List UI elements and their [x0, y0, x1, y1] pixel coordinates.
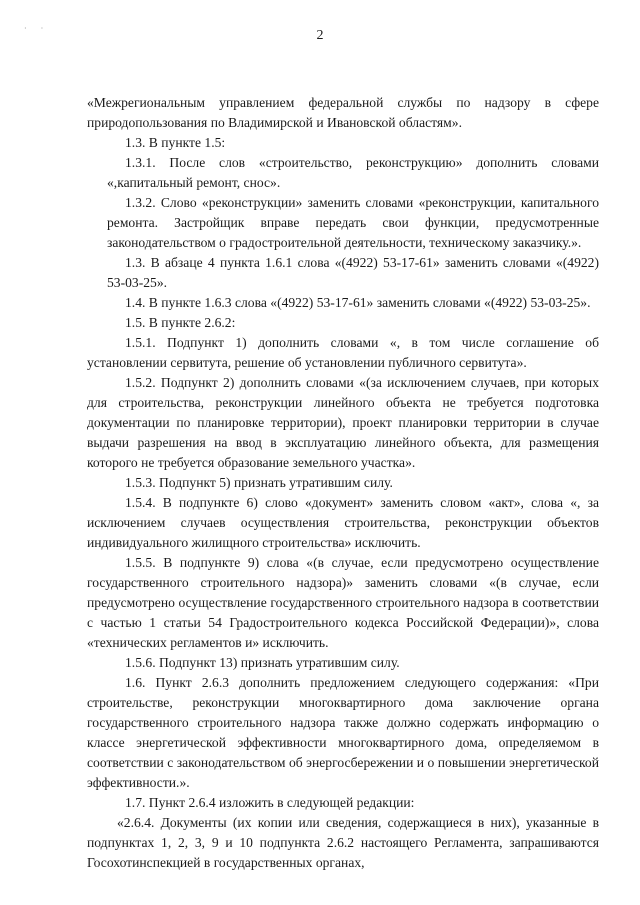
paragraph-1-3-1: 1.3.1. После слов «строительство, реконструкцию» дополнить словами «,капитальный ремонт, снос».: [107, 155, 599, 190]
paragraph-1-5-5: 1.5.5. В подпункте 9) слова «(в случае, если предусмотрено осуществление государственного строительного надзора)» заменить словами «(в случае, если предусмотрено осуществление государственного строительного надзора в соответствии с частью 1 статьи 54 Градостроительного кодекса Российской Федерации)», слова «технических регламентов и» исключить.: [87, 555, 599, 650]
paragraph-1-5-1: 1.5.1. Подпункт 1) дополнить словами «, в том числе соглашение об установлении сервитута, решение об установлении публичного сервитута».: [87, 335, 599, 370]
paragraph-1-3: 1.3. В пункте 1.5:: [125, 135, 226, 150]
paragraph-1-5-3: 1.5.3. Подпункт 5) признать утратившим силу.: [125, 475, 393, 490]
paragraph-1-3-2: 1.3.2. Слово «реконструкции» заменить словами «реконструкции, капитального ремонта. Застройщик вправе передать свои функции, предусмотренные законодательством о градостроительной деятельности, техническому заказчику.».: [107, 195, 599, 250]
paragraph-1-5: 1.5. В пункте 2.6.2:: [125, 315, 236, 330]
paragraph-1-5-4: 1.5.4. В подпункте 6) слово «документ» заменить словом «акт», слова «, за исключением случаев осуществления строительства, реконструкции объектов индивидуального жилищного строительства» исключить.: [87, 495, 599, 550]
paragraph-continuation: «Межрегиональным управлением федеральной службы по надзору в сфере природопользования по Владимирской и Ивановской областям».: [87, 95, 599, 130]
scan-specks: · ·: [24, 24, 50, 33]
paragraph-1-5-2: 1.5.2. Подпункт 2) дополнить словами «(за исключением случаев, при которых для строительства, реконструкции линейного объекта не требуется подготовка документации по планировке территории), проект планировки территории в случае выдачи разрешения на ввод в эксплуатацию линейного объекта, для размещения которого не требуется образование земельного участка».: [87, 375, 599, 470]
paragraph-2-6-4: «2.6.4. Документы (их копии или сведения, содержащиеся в них), указанные в подпунктах 1, 2, 3, 9 и 10 подпункта 2.6.2 настоящего Регламента, запрашиваются Госохотинспекцией в государственных органах,: [87, 815, 599, 870]
paragraph-1-3-b: 1.3. В абзаце 4 пункта 1.6.1 слова «(4922) 53-17-61» заменить словами «(4922) 53-03-25».: [107, 255, 599, 290]
paragraph-1-4: 1.4. В пункте 1.6.3 слова «(4922) 53-17-61» заменить словами «(4922) 53-03-25».: [125, 295, 591, 310]
paragraph-1-5-6: 1.5.6. Подпункт 13) признать утратившим силу.: [125, 655, 400, 670]
paragraph-1-6: 1.6. Пункт 2.6.3 дополнить предложением следующего содержания: «При строительстве, реконструкции многоквартирного дома заключение органа государственного строительного надзора также должно содержать информацию о классе энергетической эффективности многоквартирного дома, определяемом в соответствии с законодательством об энергосбережении и о повышении энергетической эффективности.».: [87, 675, 599, 790]
document-body: [87, 93, 599, 873]
page-number: 2: [316, 28, 324, 43]
paragraph-1-7: 1.7. Пункт 2.6.4 изложить в следующей редакции:: [125, 795, 415, 810]
